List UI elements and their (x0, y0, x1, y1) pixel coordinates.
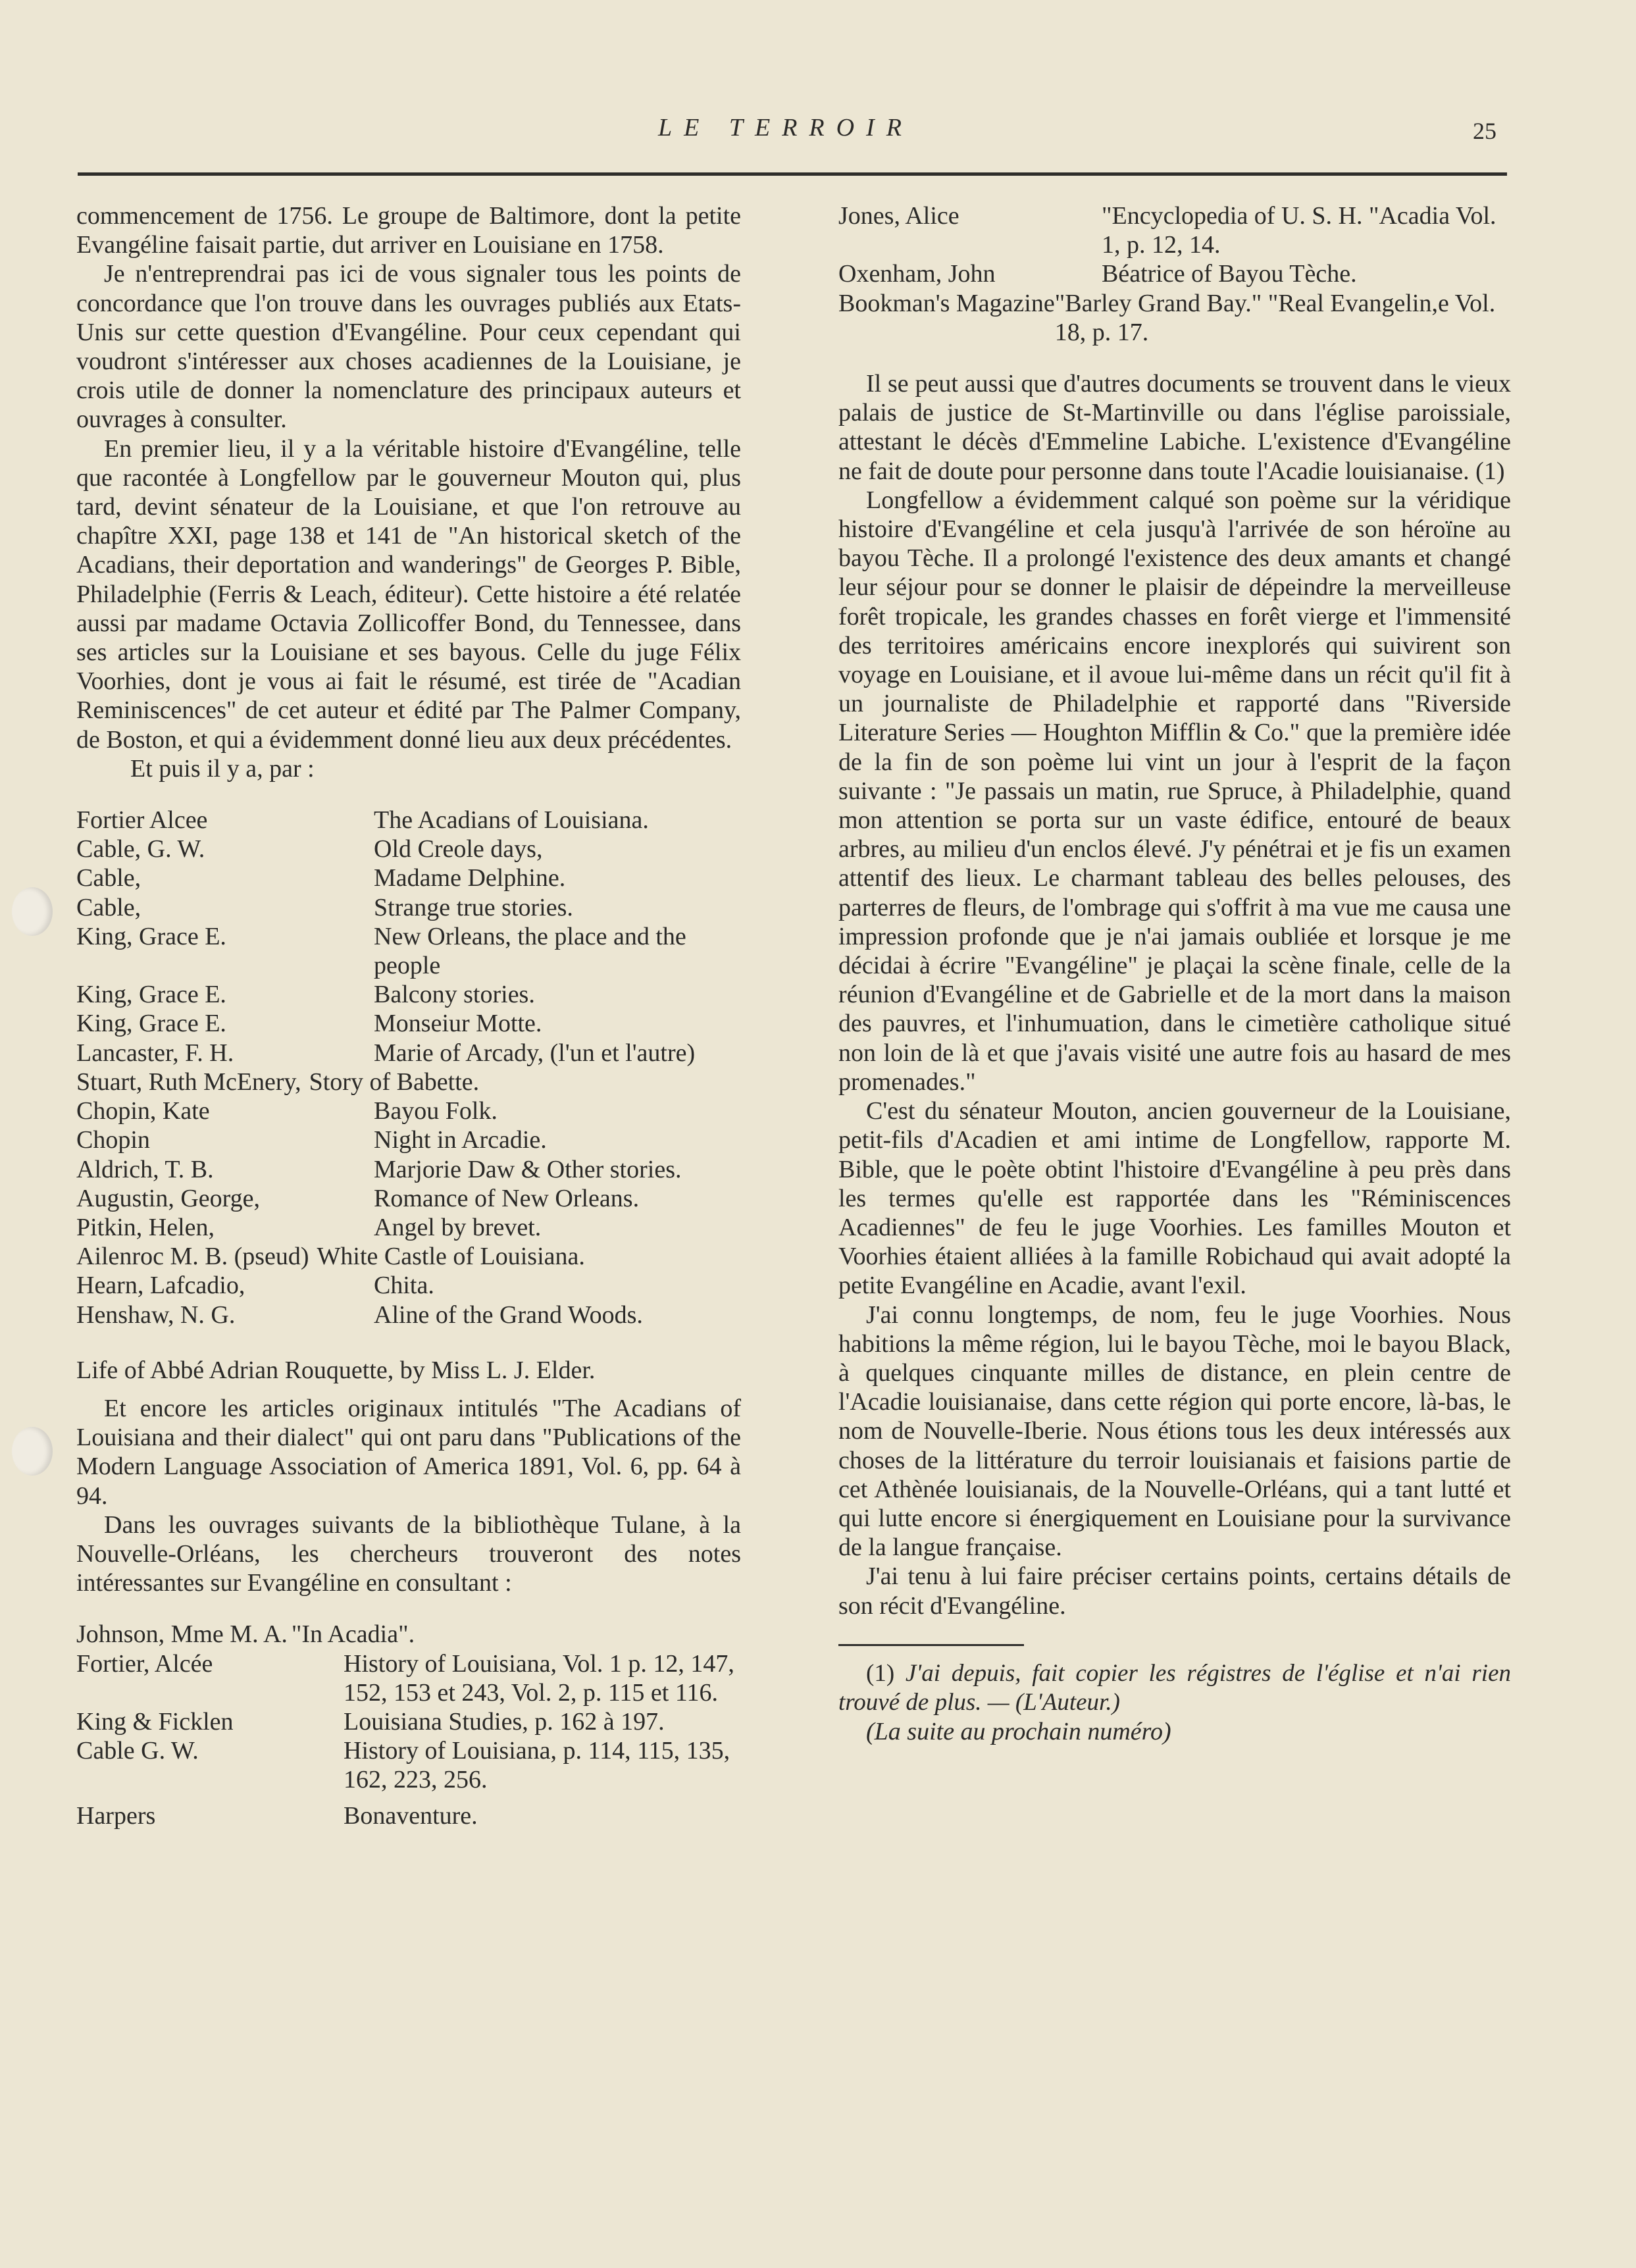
page-number: 25 (1473, 118, 1496, 144)
list-item (76, 1707, 741, 1736)
tulane-works-list (76, 1620, 741, 1830)
work-title: Madame Delphine. (374, 864, 566, 892)
paragraph: Longfellow a évidemment calqué son poème sur la véridique histoire d'Evangéline et cela jusqu'à l'arrivée de son héroïne au bayou Tèche. Il a prolongé l'existence des deux amants et changé leur séjour pour se donner le plaisir de dépeindre la merveilleuse forêt tropicale, les grandes chasses en forêt vierge et l'immensité des territoires américains encore inexplorés qui suivirent son voyage en Louisiane, et il avoue lui-même dans un récit qu'il fit à un journaliste de Philadelphie et rapporté dans "Riverside Literature Series — Houghton Mifflin & Co." que la première idée de la fin de son poème lui vint un jour à l'esprit de la façon suivante : "Je passais un matin, rue Spruce, à Philadelphie, quand mon attention se porta sur un vaste édifice, entouré de beaux arbres, au milieu d'un enclos élevé. J'y pénétrai et je fis un examen attentif des lieux. Le charmant tableau des belles pelouses, des parterres de fleurs, de l'ombrage qui s'offrit à ma vue me causa une impression profonde que je n'ai jamais oubliée et lorsque je me décidai à écrire "Evangéline" je plaçai la scène finale, celle de la réunion d'Evangéline et de Gabrielle et de la mort dans la maison des pauvres, et l'inhumuation, dans le cimetière catholique situé non loin de là et que j'avais visité une autre fois au hasard de mes promenades." (838, 486, 1511, 1096)
paragraph: Et puis il y a, par : (130, 754, 315, 783)
list-item (76, 1068, 741, 1096)
paragraph: Je n'entreprendrai pas ici de vous signaler tous les points de concordance que l'on trouve dans les ouvrages publiés aux Etats-Unis sur cette question d'Evangéline. Pour ceux cependant qui voudront s'intéresser aux choses acadiennes de la Louisiane, je crois utile de donner la nomenclature des principaux auteurs et ouvrages à consulter. (76, 260, 741, 434)
work-author: Oxenham, John (838, 260, 996, 288)
paragraph: Et encore les articles originaux intitulés "The Acadians of Louisiana and their dialect" qui ont paru dans "Publications of the Modern Language Association of America 1891, Vol. 6, pp. 64 à 94. (76, 1394, 741, 1510)
list-item (838, 201, 1511, 259)
work-author: King, Grace E. (76, 981, 226, 1009)
list-item (76, 1242, 741, 1271)
work-title: "Barley Grand Bay." "Real Evangelin,e Vol. 18, p. 17. (1054, 289, 1496, 346)
work-author: Pitkin, Helen, (76, 1213, 215, 1241)
paragraph: J'ai connu longtemps, de nom, feu le juge Voorhies. Nous habitions la même région, lui le bayou Tèche, moi le bayou Black, à quelques cinquante milles de distance, en plein centre de l'Acadie louisianaise, dans cette région qui porte encore, là-bas, le nom de Nouvelle-Iberie. Nous étions tous les deux intéressés aux choses de la littérature du terroir louisianais et faisions partie de cet Athènée louisianais, de la Nouvelle-Orléans, qui a tant lutté et qui lutte encore si énergiquement en Louisiane pour la survivance de la langue française. (838, 1301, 1511, 1562)
work-title: Night in Arcadie. (374, 1126, 547, 1154)
paragraph: commencement de 1756. Le groupe de Baltimore, dont la petite Evangéline faisait partie, dut arriver en Louisiane en 1758. (76, 202, 741, 259)
work-title: Strange true stories. (374, 893, 573, 921)
list-item (76, 1736, 741, 1794)
work-author: Johnson, Mme M. A. (76, 1620, 288, 1649)
work-title: Bayou Folk. (374, 1097, 498, 1125)
punch-hole-upper (12, 887, 53, 936)
list-item (76, 835, 741, 863)
work-title: Monseiur Motte. (374, 1010, 542, 1038)
work-title: Louisiana Studies, p. 162 à 197. (344, 1707, 665, 1736)
magazine-works-list (838, 201, 1511, 347)
list-item (76, 863, 741, 892)
work-title: White Castle of Louisiana. (317, 1243, 585, 1271)
work-title: Bonaventure. (344, 1801, 478, 1830)
work-title: Angel by brevet. (374, 1213, 542, 1241)
work-author: Henshaw, N. G. (76, 1301, 236, 1329)
list-item (76, 1213, 741, 1242)
work-author: Ailenroc M. B. (pseud) (76, 1243, 309, 1271)
list-item (76, 893, 741, 922)
paragraph: En premier lieu, il y a la véritable histoire d'Evangéline, telle que racontée à Longfellow par le gouverneur Mouton qui, plus tard, devint sénateur de la Louisiane, et que l'on retrouve au chapître XXI, page 138 et 141 de "An historical sketch of the Acadians, their deportation and wanderings" de Georges P. Bible, Philadelphie (Ferris & Leach, éditeur). Cette histoire a été relatée aussi par madame Octavia Zollicoffer Bond, du Tennessee, dans ses articles sur la Louisiane et ses bayous. Celle du juge Félix Voorhies, dont je vous ai fait le résumé, est tirée de "Acadian Reminiscences" de cet auteur et édité par The Palmer Company, de Boston, et qui a évidemment donné lieu aux deux précédentes. (76, 434, 741, 754)
work-author: Lancaster, F. H. (76, 1039, 234, 1067)
footnote-rule (838, 1644, 1024, 1646)
paragraph: C'est du sénateur Mouton, ancien gouverneur de la Louisiane, petit-fils d'Acadien et ami intime de Longfellow, rapporte M. Bible, que le poète obtint l'histoire d'Evangéline à peu près dans les termes qu'elle est rapportée dans les "Réminiscences Acadiennes" de feu le juge Voorhies. Les familles Mouton et Voorhies étaient alliées à la famille Robichaud qui avait adopté la petite Evangéline en Acadie, avant l'exil. (838, 1097, 1511, 1300)
list-item (76, 1125, 741, 1154)
work-author: Fortier Alcee (76, 806, 208, 835)
paragraph: J'ai tenu à lui faire préciser certains points, certains détails de son récit d'Evangéline. (838, 1562, 1511, 1620)
footnote-text: J'ai depuis, fait copier les régistres de l'église et n'ai rien trouvé de plus. — (L'Auteur.) (838, 1659, 1511, 1716)
work-author: King & Ficklen (76, 1707, 234, 1736)
work-title: "Encyclopedia of U. S. H. "Acadia Vol. 1, p. 12, 14. (1102, 202, 1496, 259)
right-column (838, 201, 1511, 1746)
list-item (76, 1801, 741, 1830)
footnote (838, 1659, 1511, 1717)
list-item (838, 289, 1511, 347)
work-title: "In Acadia". (291, 1620, 415, 1649)
work-title: Béatrice of Bayou Tèche. (1102, 260, 1357, 288)
work-title: Chita. (374, 1272, 434, 1300)
footnote-mark: (1) (866, 1659, 895, 1687)
work-author: King, Grace E. (76, 922, 226, 950)
list-item (76, 1155, 741, 1184)
work-title: Story of Babette. (309, 1068, 480, 1096)
paragraph: Dans les ouvrages suivants de la bibliothèque Tulane, à la Nouvelle-Orléans, les chercheurs trouveront des notes intéressantes sur Evangéline en consultant : (76, 1510, 741, 1597)
work-author: Cable, (76, 893, 141, 921)
work-author: Cable, (76, 864, 141, 892)
work-title: Marjorie Daw & Other stories. (374, 1155, 682, 1183)
work-author: Bookman's Magazine (838, 289, 1055, 317)
work-title: History of Louisiana, p. 114, 115, 135, 162, 223, 256. (344, 1737, 730, 1794)
work-title: New Orleans, the place and the people (374, 922, 686, 980)
work-title: Aline of the Grand Woods. (374, 1301, 643, 1329)
work-author: Chopin (76, 1126, 150, 1154)
paragraph: Il se peut aussi que d'autres documents se trouvent dans le vieux palais de justice de St-Martinville ou dans l'église paroissiale, attestant le décès d'Emmeline Labiche. L'existence d'Evangéline ne fait de doute pour personne dans toute l'Acadie louisianaise. (1) (838, 370, 1511, 485)
work-author: Harpers (76, 1801, 156, 1830)
work-author: Stuart, Ruth McEnery, (76, 1068, 301, 1096)
work-title: Romance of New Orleans. (374, 1184, 640, 1212)
running-title: LE TERROIR (658, 114, 913, 142)
list-item (76, 1009, 741, 1038)
work-title: Old Creole days, (374, 835, 543, 863)
to-be-continued: (La suite au prochain numéro) (866, 1718, 1171, 1746)
list-item (76, 1096, 741, 1125)
list-item (76, 922, 741, 980)
work-author: Aldrich, T. B. (76, 1155, 214, 1183)
list-item (76, 1301, 741, 1329)
list-item (76, 1620, 741, 1649)
list-item (76, 1649, 741, 1707)
work-title: History of Louisiana, Vol. 1 p. 12, 147, 152, 153 et 243, Vol. 2, p. 115 et 116. (344, 1649, 734, 1707)
work-author: King, Grace E. (76, 1010, 226, 1038)
list-item (76, 980, 741, 1009)
work-author: Augustin, George, (76, 1184, 260, 1212)
work-title: Marie of Arcady, (l'un et l'autre) (374, 1039, 696, 1067)
header-rule (78, 172, 1507, 176)
paragraph: Life of Abbé Adrian Rouquette, by Miss L. J. Elder. (76, 1356, 596, 1384)
work-title: The Acadians of Louisiana. (374, 806, 649, 835)
list-item (76, 1271, 741, 1300)
list-item (76, 1184, 741, 1213)
work-author: Hearn, Lafcadio, (76, 1272, 245, 1300)
left-column (76, 201, 741, 1830)
work-author: Cable G. W. (76, 1737, 199, 1765)
work-author: Fortier, Alcée (76, 1649, 213, 1678)
works-list (76, 806, 741, 1329)
work-author: Chopin, Kate (76, 1097, 210, 1125)
work-title: Balcony stories. (374, 981, 535, 1009)
work-author: Cable, G. W. (76, 835, 205, 863)
work-author: Jones, Alice (838, 202, 959, 230)
punch-hole-lower (12, 1427, 53, 1476)
list-item (76, 1039, 741, 1068)
list-item (838, 259, 1511, 288)
list-item (76, 806, 741, 835)
